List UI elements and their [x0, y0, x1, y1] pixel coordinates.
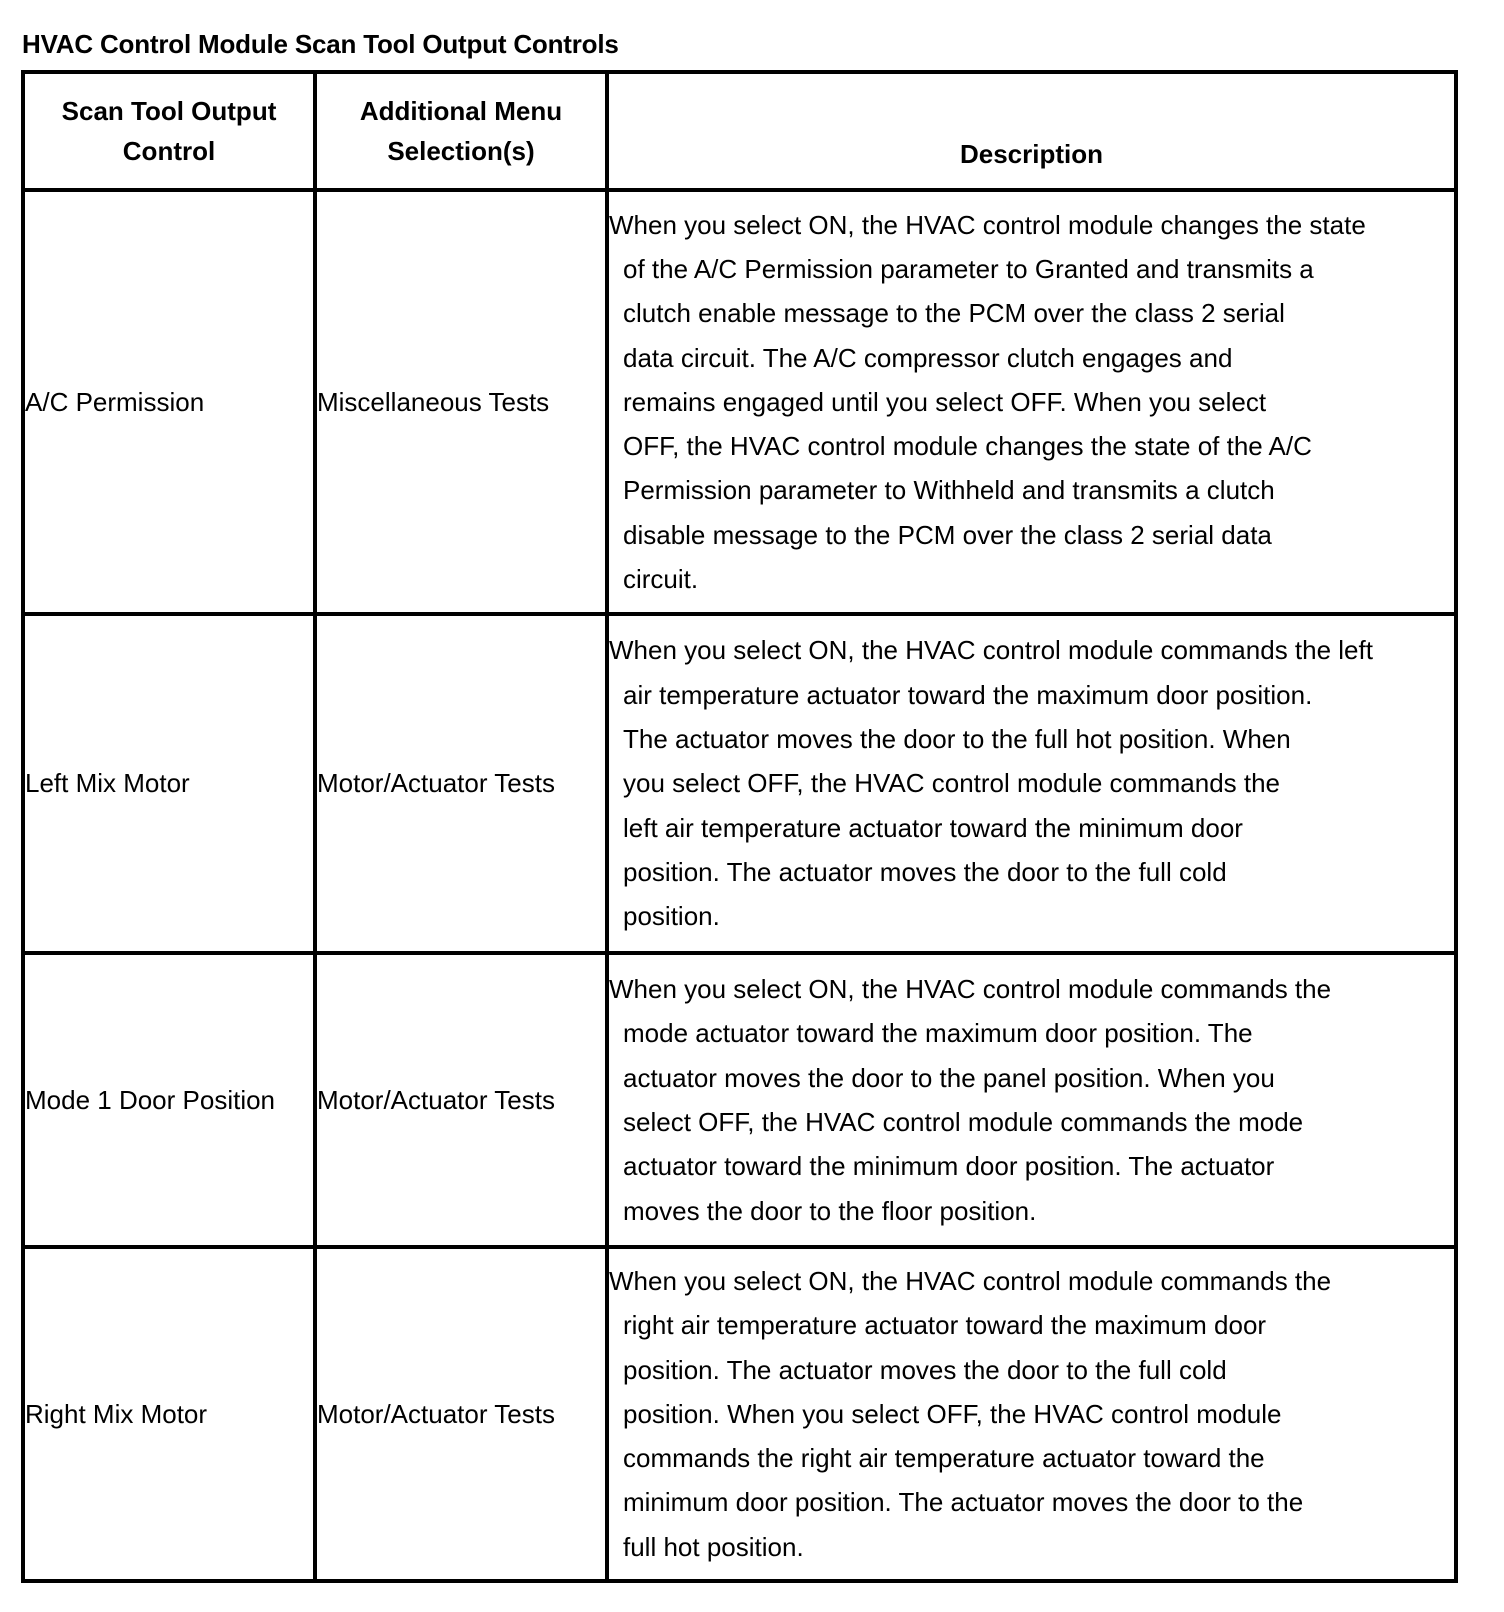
description-line: When you select ON, the HVAC control module commands the — [609, 974, 1332, 1005]
table-row — [23, 614, 1456, 953]
description-line: actuator moves the door to the panel position. When you — [623, 1062, 1275, 1093]
description-cell — [607, 614, 1456, 953]
description-line: The actuator moves the door to the full hot position. When — [623, 724, 1291, 755]
description-line: mode actuator toward the maximum door position. The — [623, 1018, 1253, 1049]
menu-cell: Motor/Actuator Tests — [315, 614, 607, 953]
description-line: position. The actuator moves the door to the full cold — [623, 1354, 1227, 1385]
description-line: moves the door to the floor position. — [623, 1195, 1037, 1226]
description-line: When you select ON, the HVAC control module changes the state — [609, 209, 1366, 240]
description-cell — [607, 953, 1456, 1247]
description-line: data circuit. The A/C compressor clutch engages and — [623, 342, 1233, 373]
description-line: right air temperature actuator toward the maximum door — [623, 1310, 1267, 1341]
table-row — [23, 190, 1456, 614]
description-line: actuator toward the minimum door position. The actuator — [623, 1151, 1275, 1182]
header-control-line1: Scan Tool Output — [61, 96, 277, 126]
description-line: When you select ON, the HVAC control module commands the left — [609, 635, 1373, 666]
header-scan-tool-output-control — [23, 72, 315, 190]
control-cell: A/C Permission — [23, 190, 315, 614]
header-additional-menu-selections — [315, 72, 607, 190]
control-cell: Right Mix Motor — [23, 1247, 315, 1581]
description-line: position. The actuator moves the door to the full cold — [623, 856, 1227, 887]
description-line: circuit. — [623, 564, 699, 595]
description-cell — [607, 1247, 1456, 1581]
description-line: Permission parameter to Withheld and transmits a clutch — [623, 475, 1275, 506]
header-description: Description — [607, 72, 1456, 190]
description-line: remains engaged until you select OFF. When you select — [623, 386, 1267, 417]
description-line: When you select ON, the HVAC control module commands the — [609, 1265, 1332, 1296]
control-cell: Left Mix Motor — [23, 614, 315, 953]
description-line: position. When you select OFF, the HVAC control module — [623, 1398, 1282, 1429]
table-row — [23, 953, 1456, 1247]
description-line: clutch enable message to the PCM over the class 2 serial — [623, 298, 1285, 329]
description-line: disable message to the PCM over the class 2 serial data — [623, 519, 1272, 550]
header-menu-line1: Additional Menu — [359, 96, 563, 126]
header-control-line2: Control — [122, 136, 216, 166]
description-cell — [607, 190, 1456, 614]
table-row — [23, 1247, 1456, 1581]
description-line: commands the right air temperature actuator toward the — [623, 1443, 1265, 1474]
header-menu-line2: Selection(s) — [387, 136, 535, 166]
description-line: left air temperature actuator toward the minimum door — [623, 812, 1243, 843]
description-line: OFF, the HVAC control module changes the state of the A/C — [623, 431, 1312, 462]
table-header-row — [23, 72, 1456, 190]
description-line: full hot position. — [623, 1531, 804, 1562]
description-line: minimum door position. The actuator moves the door to the — [623, 1487, 1304, 1518]
description-line: position. — [623, 901, 720, 932]
description-line: you select OFF, the HVAC control module commands the — [623, 768, 1281, 799]
menu-cell: Miscellaneous Tests — [315, 190, 607, 614]
description-line: of the A/C Permission parameter to Granted and transmits a — [623, 253, 1314, 284]
description-line: air temperature actuator toward the maximum door position. — [623, 679, 1313, 710]
control-cell: Mode 1 Door Position — [23, 953, 315, 1247]
menu-cell: Motor/Actuator Tests — [315, 953, 607, 1247]
description-line: select OFF, the HVAC control module commands the mode — [623, 1107, 1304, 1137]
menu-cell: Motor/Actuator Tests — [315, 1247, 607, 1581]
output-controls-table — [21, 70, 1458, 1583]
document-title: HVAC Control Module Scan Tool Output Controls — [22, 29, 619, 59]
